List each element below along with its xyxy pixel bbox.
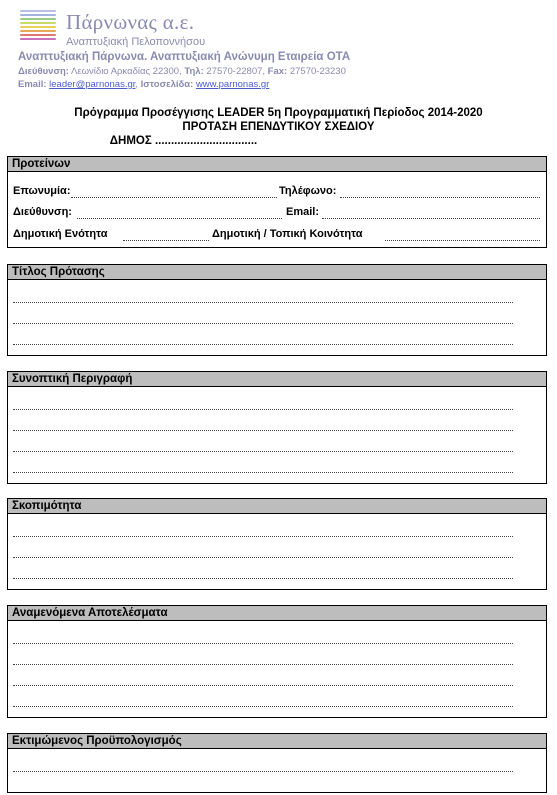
logo <box>18 6 318 48</box>
community-field[interactable] <box>385 239 540 241</box>
logo-title: Πάρνωνας α.ε. <box>66 10 195 34</box>
community-label: Δημοτική / Τοπική Κοινότητα <box>212 228 363 240</box>
results-line[interactable] <box>13 642 513 644</box>
website-link[interactable]: www.parnonas.gr <box>195 79 270 90</box>
logo-icon <box>18 10 60 44</box>
purpose-header: Σκοπιμότητα <box>8 499 546 514</box>
name-field[interactable] <box>71 196 277 198</box>
address-value: Λεωνίδιο Αρκαδίας 22300, <box>71 66 182 77</box>
proposer-section <box>7 156 547 248</box>
proposal-title-line[interactable] <box>13 343 513 345</box>
contact-line: Email: leader@parnonas.gr, Ιστοσελίδα: www.parnonas.gr <box>18 79 270 90</box>
email-field-label: Email: <box>286 206 320 218</box>
budget-section <box>7 733 547 793</box>
purpose-line[interactable] <box>13 556 513 558</box>
proposal-title-line[interactable] <box>13 322 513 324</box>
address-line <box>18 66 346 77</box>
summary-line[interactable] <box>13 408 513 410</box>
results-header: Αναμενόμενα Αποτελέσματα <box>8 606 546 621</box>
municipality-line: ΔΗΜΟΣ ................................ <box>109 135 258 147</box>
tel-value: 27570-22807, <box>206 66 266 77</box>
summary-line[interactable] <box>13 471 513 473</box>
logo-subtitle: Αναπτυξιακή Πελοποννήσου <box>66 36 206 48</box>
phone-label: Τηλέφωνο: <box>279 185 337 197</box>
email-link[interactable]: leader@parnonas.gr <box>49 79 136 90</box>
email-label: Email: <box>18 79 47 90</box>
tel-label: Τηλ: <box>184 66 204 77</box>
summary-line[interactable] <box>13 450 513 452</box>
name-label: Επωνυμία: <box>13 185 71 197</box>
results-line[interactable] <box>13 663 513 665</box>
results-section <box>7 605 547 718</box>
summary-header: Συνοπτική Περιγραφή <box>8 372 546 387</box>
summary-section <box>7 371 547 484</box>
unit-label: Δημοτική Ενότητα <box>13 228 108 240</box>
program-title: Πρόγραμμα Προσέγγισης LEADER 5η Προγραμματική Περίοδος 2014-2020 <box>74 107 483 119</box>
results-line[interactable] <box>13 705 513 707</box>
email-field[interactable] <box>322 217 540 219</box>
fax-label: Fax: <box>267 66 288 77</box>
address-label: Διεύθυνση: <box>18 66 69 77</box>
fax-value: 27570-23230 <box>289 66 346 77</box>
budget-header: Εκτιμώμενος Προϋπολογισμός <box>8 734 546 749</box>
proposer-header: Προτείνων <box>8 157 546 172</box>
website-label: Ιστοσελίδα: <box>140 79 194 90</box>
proposal-title-section <box>7 264 547 356</box>
summary-line[interactable] <box>13 429 513 431</box>
phone-field[interactable] <box>340 196 540 198</box>
proposal-title-header: Τίτλος Πρότασης <box>8 265 546 280</box>
proposal-title-line[interactable] <box>13 301 513 303</box>
company-name: Αναπτυξιακή Πάρνωνα. Αναπτυξιακή Ανώνυμη Εταιρεία ΟΤΑ <box>18 51 351 63</box>
budget-line[interactable] <box>13 770 513 772</box>
address-field[interactable] <box>77 217 282 219</box>
document-title: ΠΡΟΤΑΣΗ ΕΠΕΝΔΥΤΙΚΟΥ ΣΧΕΔΙΟΥ <box>182 121 375 133</box>
purpose-section <box>7 498 547 590</box>
purpose-line[interactable] <box>13 535 513 537</box>
unit-field[interactable] <box>123 239 209 241</box>
purpose-line[interactable] <box>13 577 513 579</box>
results-line[interactable] <box>13 684 513 686</box>
address-field-label: Διεύθυνση: <box>13 206 72 218</box>
